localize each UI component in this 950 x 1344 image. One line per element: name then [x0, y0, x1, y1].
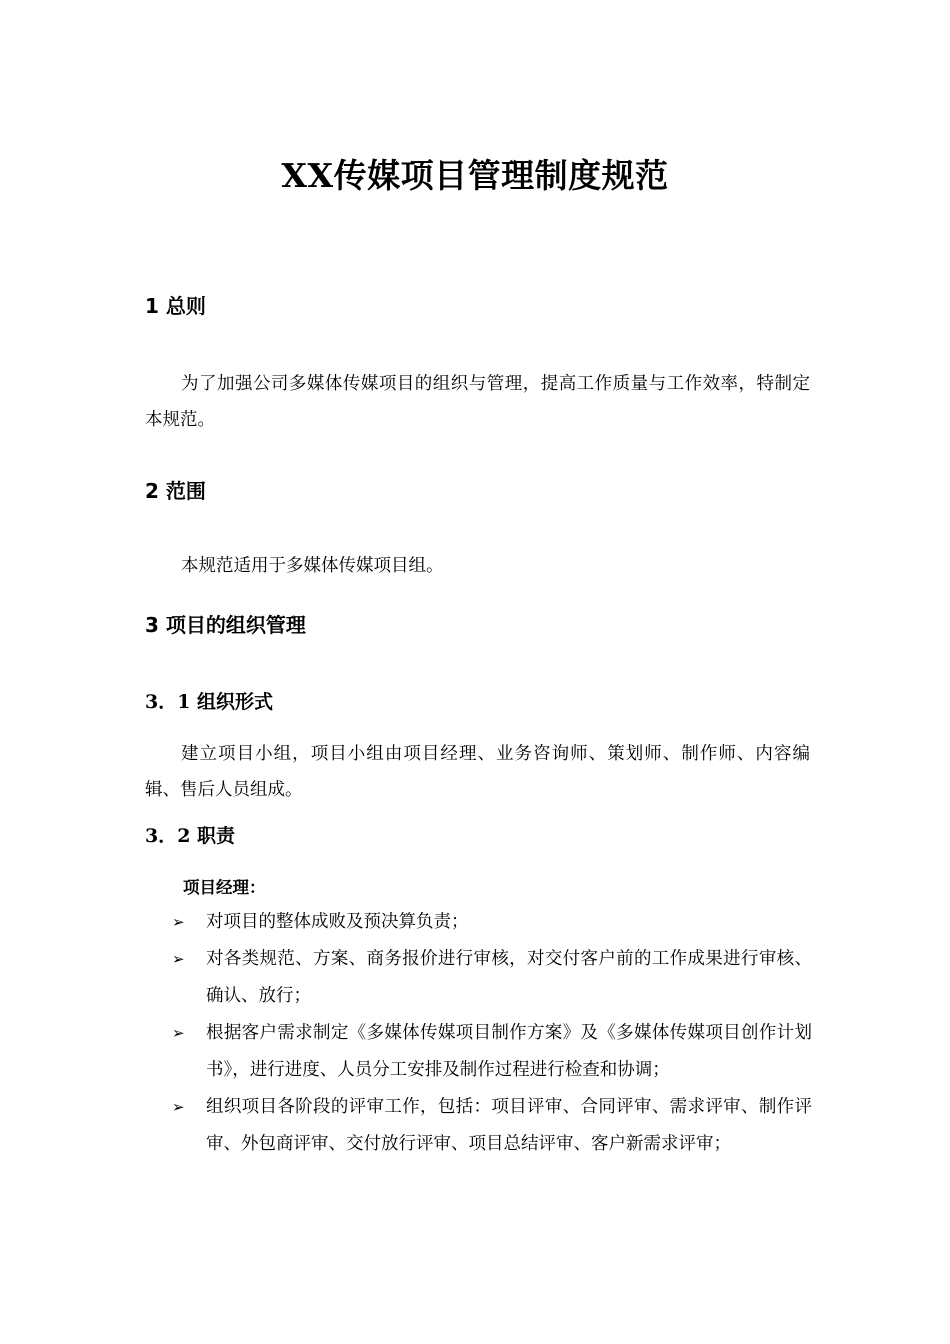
list-item [172, 1015, 812, 1089]
arrow-bullet-icon: ➢ [172, 1098, 185, 1116]
section-body-scope: 本规范适用于多媒体传媒项目组。 [181, 556, 444, 576]
subsection-heading-duties: 3．2 职责 [145, 825, 236, 847]
duty-text: 组织项目各阶段的评审工作，包括：项目评审、合同评审、需求评审、制作评审、外包商评审、交付放行评审、项目总结评审、客户新需求评审； [206, 1097, 812, 1154]
subsection-heading-form: 3．1 组织形式 [145, 691, 274, 713]
arrow-bullet-icon: ➢ [172, 950, 185, 968]
section-heading-general: 1 总则 [145, 294, 206, 318]
arrow-bullet-icon: ➢ [172, 913, 185, 931]
duty-text: 根据客户需求制定《多媒体传媒项目制作方案》及《多媒体传媒项目创作计划书》，进行进度、人员分工安排及制作过程进行检查和协调； [206, 1023, 812, 1080]
section-body-general: 为了加强公司多媒体传媒项目的组织与管理，提高工作质量与工作效率，特制定本规范。 [145, 374, 810, 430]
list-item [172, 1089, 812, 1163]
document-title: XX传媒项目管理制度规范 [281, 156, 669, 195]
duty-text: 对各类规范、方案、商务报价进行审核，对交付客户前的工作成果进行审核、确认、放行； [206, 949, 812, 1006]
duty-list [172, 904, 812, 1163]
role-label-project-manager: 项目经理： [183, 878, 266, 897]
section-heading-scope: 2 范围 [145, 479, 206, 503]
list-item [172, 941, 812, 1015]
list-item [172, 904, 812, 941]
subsection-body-form: 建立项目小组，项目小组由项目经理、业务咨询师、策划师、制作师、内容编辑、售后人员组成。 [145, 744, 810, 800]
arrow-bullet-icon: ➢ [172, 1024, 185, 1042]
duty-text: 对项目的整体成败及预决算负责； [206, 912, 469, 932]
section-heading-organization: 3 项目的组织管理 [145, 613, 306, 637]
